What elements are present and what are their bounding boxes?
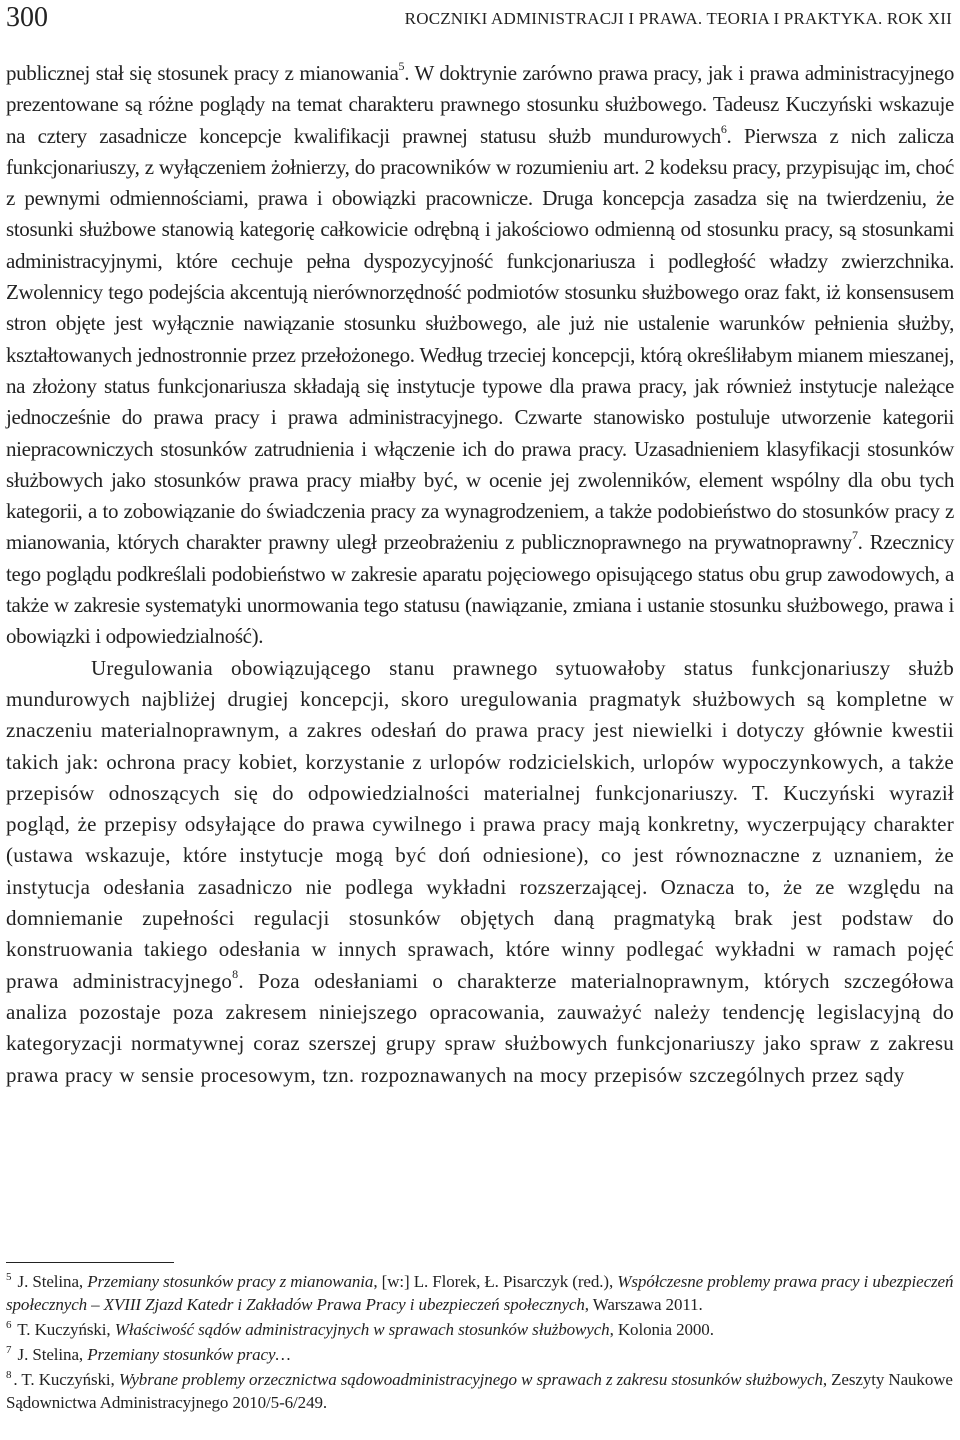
footnote-7: [6, 1343, 954, 1366]
footnote-6-title: Właściwość sądów administracyjnych w sprawach stosunków służbowych: [114, 1320, 610, 1339]
footnote-5-title: Przemiany stosunków pracy z mianowania: [87, 1272, 374, 1291]
footnote-5-publication: , Warszawa 2011.: [584, 1295, 703, 1314]
footnote-8-publication: , Zeszyty Naukowe Sądownictwa Administracyjnego 2010/5-6/249.: [6, 1370, 953, 1412]
footnote-divider: [6, 1262, 174, 1263]
footnote-6: [6, 1318, 954, 1341]
paragraph-2: [6, 653, 954, 1091]
paragraph-2-segment-1: Uregulowania obowiązującego stanu prawnego sytuowałoby status funkcjonariuszy służb mundurowych najbliżej drugiej koncepcji, skoro uregulowania pragmatyk służbowych są kompletne w znaczeniu materialnoprawnym, a zakres odesłań do prawa pracy jest niewielki i dotyczy głównie kwestii takich jak: ochrona pracy kobiet, korzystanie z urlopów rodzicielskich, urlopów wypoczynkowych, a także przepisów odnoszących się do odpowiedzialności materialnej funkcjonariuszy. T. Kuczyński wyraził pogląd, że przepisy odsyłające do prawa cywilnego i prawa pracy mają konkretny, wyczerpujący charakter (ustawa wskazuje, które instytucje mogą być doń odniesione), co jest równoznaczne z uznaniem, że instytucja odesłania zasadniczo nie podlega wykładni rozszerzającej. Oznacza to, że ze względu na domniemanie zupełności regulacji stosunków objętych daną pragmatyką brak jest podstaw do konstruowania takiego odesłania w innych sprawach, które winny podlegać wykładni w ramach pojęć prawa administracyjnego: [6, 655, 954, 993]
page-number: 300: [6, 2, 48, 33]
footnote-ref-5[interactable]: 5: [398, 59, 405, 73]
paragraph-1: [6, 58, 954, 653]
footnote-ref-6[interactable]: 6: [720, 121, 727, 136]
footnote-ref-7[interactable]: 7: [851, 528, 858, 543]
body-text: [6, 58, 954, 1091]
footnote-5-editors: , [w:] L. Florek, Ł. Pisarczyk (red.),: [373, 1272, 618, 1291]
footnote-8-author: . T. Kuczyński,: [13, 1370, 119, 1389]
paragraph-1-segment-1: publicznej stał się stosunek pracy z mianowania: [6, 61, 399, 85]
footnote-ref-8[interactable]: 8: [232, 966, 239, 981]
footnote-6-publication: , Kolonia 2000.: [609, 1320, 714, 1339]
page-header: [6, 2, 958, 38]
footnote-6-mark: 6: [6, 1319, 12, 1332]
footnote-8: [6, 1368, 954, 1414]
footnote-8-mark: 8: [6, 1369, 12, 1382]
document-page: [6, 0, 958, 1440]
footnote-5: [6, 1270, 954, 1316]
paragraph-1-segment-4: . Rzecznicy tego poglądu podkreślali podobieństwo w zakresie aparatu pojęciowego opisującego status obu grup zawodowych, a także w zakresie systematyki unormowania tego statusu (nawiązanie, zmiana i ustanie stosunku służbowego, prawa i obowiązki i odpowiedzialność).: [6, 530, 954, 649]
paragraph-2-segment-2: . Poza odesłaniami o charakterze materialnoprawnym, których szczegółowa analiza pozostaje poza zakresem niniejszego opracowania, zauważyć należy tendencję legislacyjną do kategoryzacji normatywnej coraz szerszej grupy spraw służbowych funkcjonariuszy jako spraw z zakresu prawa pracy w sensie procesowym, tzn. rozpoznawanych na mocy przepisów szczególnych przez sądy: [6, 968, 954, 1087]
footnotes: [6, 1270, 954, 1416]
paragraph-1-segment-2: . W doktrynie zarówno prawa pracy, jak i prawa administracyjnego prezentowane są różne poglądy na temat charakteru prawnego stosunku służbowego. Tadeusz Kuczyński wskazuje na cztery zasadnicze koncepcje kwalifikacji prawnej statusu służb mundurowych: [6, 61, 955, 148]
footnote-7-mark: 7: [6, 1344, 12, 1357]
footnote-5-mark: 5: [6, 1271, 12, 1284]
footnote-7-title: Przemiany stosunków pracy…: [87, 1345, 291, 1364]
running-head: ROCZNIKI ADMINISTRACJI I PRAWA. TEORIA I PRAKTYKA. ROK XII: [404, 9, 952, 28]
paragraph-1-segment-3: . Pierwsza z nich zalicza funkcjonariuszy, z wyłączeniem żołnierzy, do pracowników w rozumieniu art. 2 kodeksu pracy, przypisując im, choć z pewnymi odmiennościami, prawa i obowiązki pracownicze. Druga koncepcja zasadza się na twierdzeniu, że stosunki służbowe stanowią kategorię całkowicie odrębną i jakościowo odmienną od stosunku pracy, są stosunkami administracyjnymi, które cechuje pełna dyspozycyjność funkcjonariusza i podległość władzy zwierzchnika. Zwolennicy tego podejścia akcentują nierównorzędność podmiotów stosunku służbowego oraz fakt, iż konsensusem stron objęte jest wyłącznie nawiązanie stosunku służbowego, ale już nie ustalenie warunków pełnienia służby, kształtowanych jednostronnie przez przełożonego. Według trzeciej koncepcji, którą określiłabym mianem mieszanej, na złożony status funkcjonariusza składają się instytucje typowe dla prawa pracy, jak również instytucje należące jednocześnie do prawa pracy i prawa administracyjnego. Czwarte stanowisko postuluje utworzenie kategorii niepracowniczych stosunków zatrudnienia i włączenie ich do prawa pracy. Uzasadnieniem klasyfikacji stosunków służbowych jako stosunków prawa pracy miałby być, w ocenie jej zwolenników, element wspólny dla obu tych kategorii, a to zobowiązanie do świadczenia pracy za wynagrodzeniem, a także podobieństwo do stosunków pracy z mianowania, których charakter prawny uległ przeobrażeniu z publicznoprawnego na prywatnoprawny: [6, 123, 954, 555]
footnote-5-author: J. Stelina,: [13, 1272, 88, 1291]
footnote-5-book-title: Współczesne problemy prawa pracy i ubezpieczeń społecznych – XVIII Zjazd Katedr i Zakładów Prawa Pracy i ubezpieczeń społecznych: [6, 1272, 954, 1314]
footnote-8-title: Wybrane problemy orzecznictwa sądowoadministracyjnego w sprawach z zakresu stosunków służbowych: [118, 1370, 823, 1389]
footnote-6-author: T. Kuczyński,: [13, 1320, 115, 1339]
footnote-7-author: J. Stelina,: [13, 1345, 88, 1364]
